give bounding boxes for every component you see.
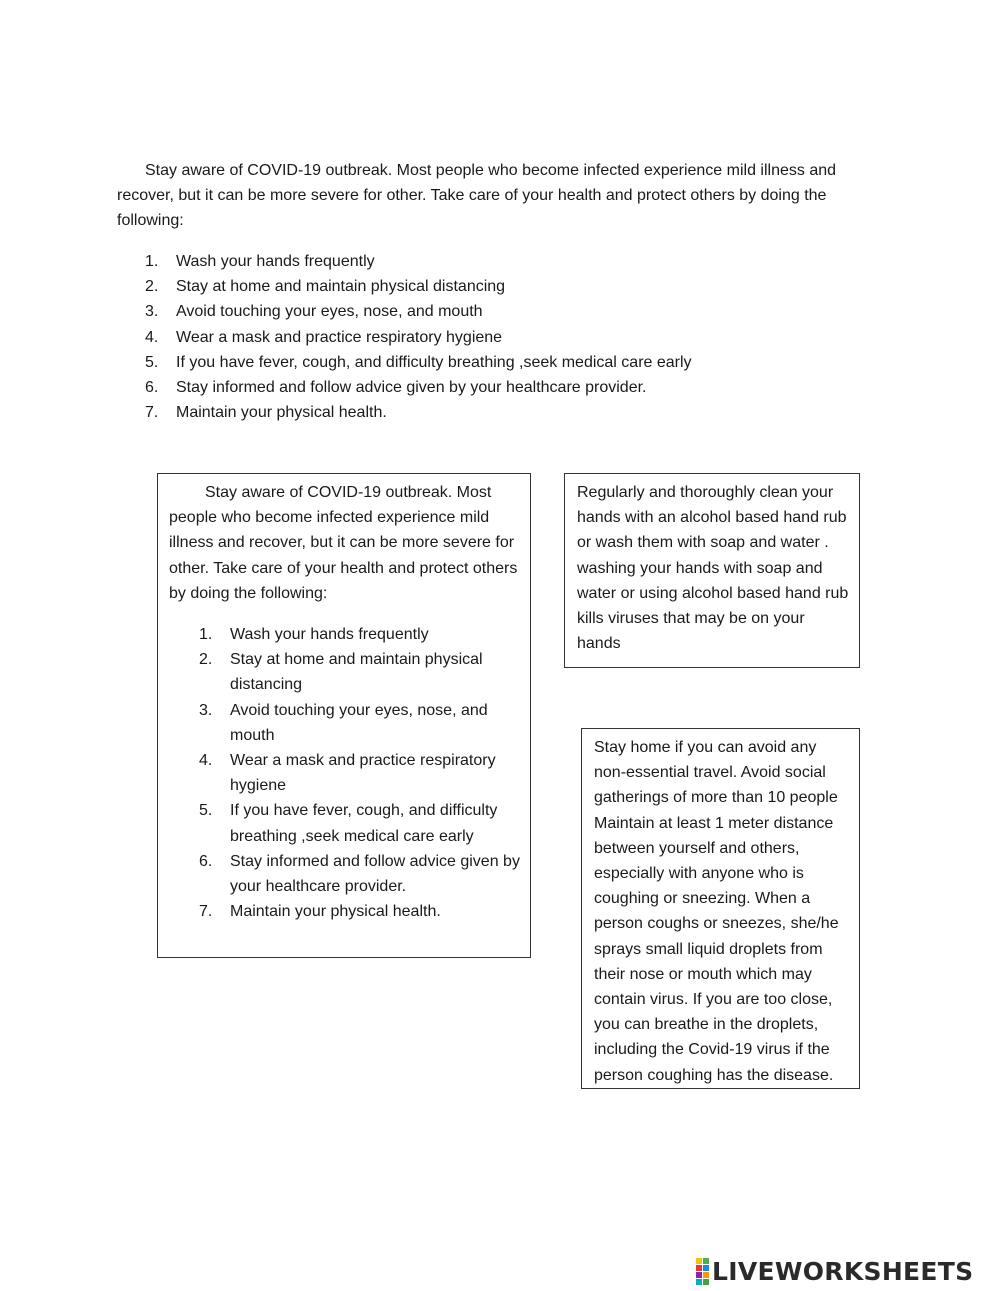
list-text: Stay informed and follow advice given by your healthcare provider. (176, 379, 647, 397)
list-text: Wash your hands frequently (230, 626, 429, 644)
list-text: Wash your hands frequently (176, 253, 375, 270)
list-item (199, 798, 520, 848)
logo-icon-square (703, 1265, 709, 1271)
intro-paragraph: Stay aware of COVID-19 outbreak. Most people who become infected experience mild illness and recover, but it can be more severe for other. Take care of your health and protect others by doing the following: (117, 162, 837, 229)
list-text: Wear a mask and practice respiratory hygiene (176, 328, 503, 346)
logo-icon-square (703, 1272, 709, 1278)
text-box-distancing (581, 728, 860, 1089)
list-number: 3. (199, 701, 213, 719)
list-number: 1. (145, 253, 159, 270)
list-item (199, 698, 520, 748)
logo-icon-square (703, 1279, 709, 1285)
logo-icon-square (696, 1272, 702, 1278)
list-text: Stay at home and maintain physical distancing (176, 278, 506, 296)
distancing-text: Stay home if you can avoid any non-essential travel. Avoid social gatherings of more than 10 people Maintain at least 1 meter distance between yourself and others, especially with anyone who is coughing or sneezing. When a person coughs or sneezes, she/he sprays small liquid droplets from their nose or mouth which may contain virus. If you are too close, you can breathe in the droplets, including the Covid-19 virus if the person coughing has the disease. (594, 739, 839, 1084)
list-text: Maintain your physical health. (176, 404, 387, 422)
list-number: 7. (199, 903, 213, 921)
list-number: 2. (199, 651, 213, 669)
box-intro-paragraph: Stay aware of COVID-19 outbreak. Most people who become infected experience mild illness and recover, but it can be more severe for other. Take care of your health and protect others by doing the following: (169, 484, 518, 602)
list-text: Avoid touching your eyes, nose, and mouth (230, 701, 488, 744)
list-text: If you have fever, cough, and difficulty breathing ,seek medical care early (230, 802, 498, 845)
list-text: Stay informed and follow advice given by your healthcare provider. (230, 852, 520, 896)
list-item (145, 350, 845, 375)
list-text: If you have fever, cough, and difficulty breathing ,seek medical care early (176, 353, 692, 371)
list-number: 2. (145, 278, 159, 296)
list-item (145, 299, 845, 324)
box-precautions-list (169, 622, 520, 924)
list-number: 3. (145, 303, 159, 321)
list-text: Maintain your physical health. (230, 903, 441, 921)
list-text: Avoid touching your eyes, nose, and mouth (176, 303, 483, 321)
text-box-hand-washing (564, 473, 860, 668)
list-number: 5. (199, 802, 213, 820)
list-number: 4. (199, 752, 213, 770)
logo-icon (696, 1258, 709, 1285)
precautions-list (145, 249, 845, 425)
list-text: Wear a mask and practice respiratory hygiene (230, 752, 496, 795)
list-number: 7. (145, 404, 159, 422)
list-number: 1. (199, 626, 213, 644)
list-number: 4. (145, 328, 159, 346)
logo-icon-square (703, 1258, 709, 1264)
logo-text: LIVEWORKSHEETS (712, 1256, 974, 1286)
list-item (199, 748, 520, 798)
logo-icon-square (696, 1258, 702, 1264)
list-number: 6. (145, 379, 159, 397)
list-item (145, 249, 845, 274)
list-number: 6. (199, 852, 213, 870)
list-item (199, 899, 520, 924)
hand-washing-text: Regularly and thoroughly clean your hands with an alcohol based hand rub or wash them with soap and water . washing your hands with soap and water or using alcohol based hand rub kills viruses that may be on your hands (577, 484, 849, 653)
list-item (145, 274, 845, 299)
list-item (145, 325, 845, 350)
list-item (199, 622, 520, 647)
list-text: Stay at home and maintain physical distancing (230, 651, 483, 694)
list-item (199, 849, 520, 899)
list-item (145, 375, 845, 400)
logo-icon-square (696, 1265, 702, 1271)
logo-icon-square (696, 1279, 702, 1285)
list-item (145, 400, 845, 425)
text-box-precautions (157, 473, 531, 958)
liveworksheets-logo (696, 1256, 973, 1286)
list-number: 5. (145, 353, 159, 371)
list-item (199, 647, 520, 697)
